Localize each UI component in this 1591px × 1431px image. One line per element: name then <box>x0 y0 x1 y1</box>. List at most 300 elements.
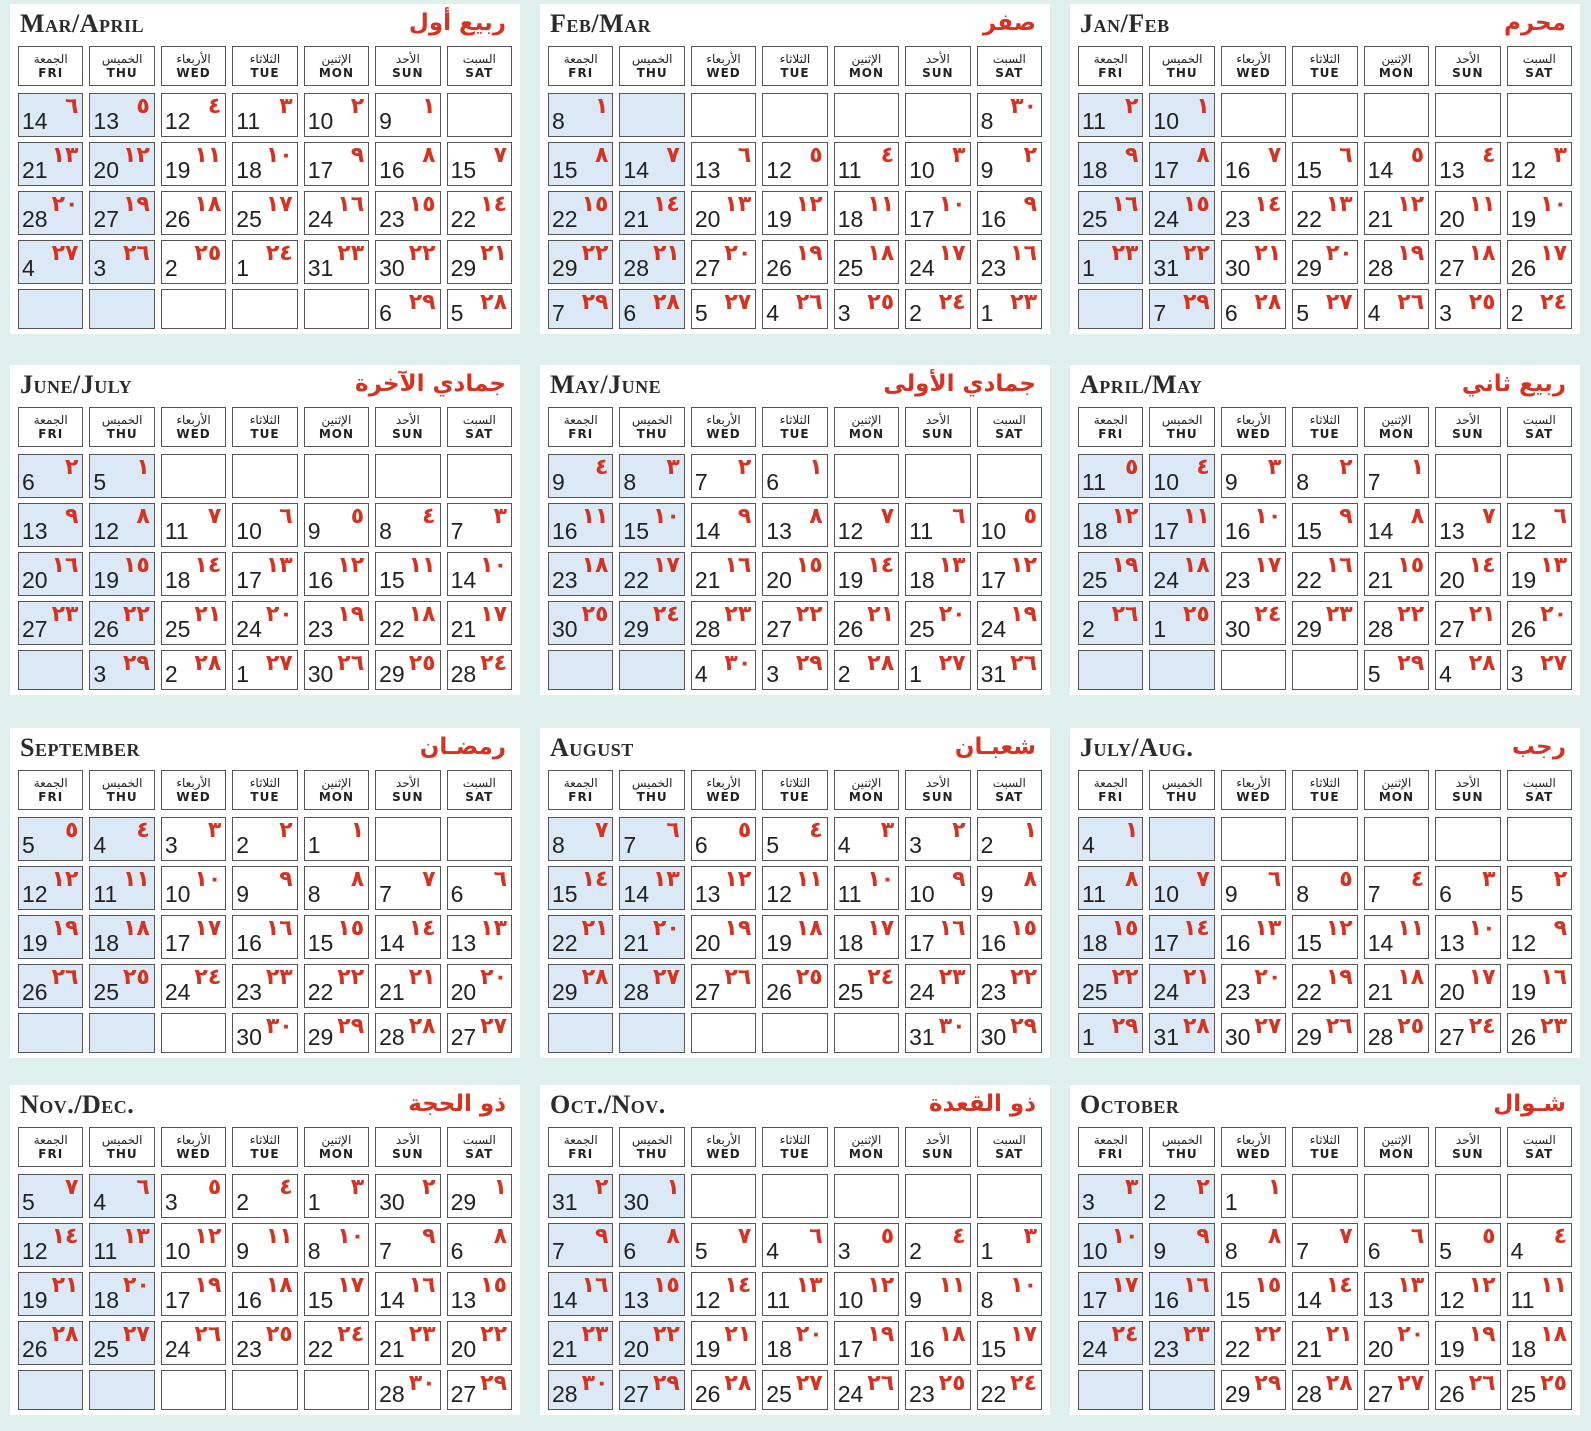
day-cell <box>619 1174 684 1218</box>
gregorian-day: 30 <box>379 255 405 281</box>
weekday-english: FRI <box>568 65 594 80</box>
gregorian-day: 8 <box>552 108 565 134</box>
weekday-header <box>762 770 827 810</box>
gregorian-day: 24 <box>164 979 191 1005</box>
day-cell <box>1078 552 1143 596</box>
day-cell <box>691 1223 756 1267</box>
day-cell <box>18 1223 83 1267</box>
day-cell <box>1364 964 1429 1008</box>
day-cell <box>232 817 297 861</box>
weekday-arabic: الثلاثاء <box>779 775 811 790</box>
gregorian-day: 4 <box>766 300 780 326</box>
month-grid <box>1078 407 1572 690</box>
hijri-day: ٦ <box>493 867 507 892</box>
weekday-header <box>1078 407 1143 447</box>
day-cell <box>762 454 827 498</box>
gregorian-day: 21 <box>1367 206 1394 232</box>
gregorian-day: 26 <box>1510 616 1537 642</box>
day-cell <box>1078 915 1143 959</box>
gregorian-day: 23 <box>379 206 405 232</box>
hijri-day: ٦ <box>737 143 752 168</box>
gregorian-day: 25 <box>164 616 191 642</box>
gregorian-day: 24 <box>1153 206 1180 232</box>
hijri-day: ٢٦ <box>1111 602 1139 627</box>
day-cell <box>375 915 440 959</box>
day-cell <box>1507 915 1572 959</box>
gregorian-day: 22 <box>307 979 334 1005</box>
gregorian-day: 11 <box>1082 108 1106 134</box>
hijri-day: ٢٥ <box>1397 1014 1425 1039</box>
gregorian-day: 26 <box>22 1336 48 1362</box>
day-cell <box>18 817 83 861</box>
hijri-day: ٢٣ <box>581 1322 609 1347</box>
gregorian-day: 15 <box>1296 518 1322 544</box>
hijri-day: ١٨ <box>194 192 222 217</box>
gregorian-day: 1 <box>1224 1189 1238 1215</box>
day-cell <box>1364 1370 1429 1410</box>
weekday-arabic: السبت <box>1522 51 1556 66</box>
gregorian-day: 23 <box>236 979 262 1005</box>
weekday-arabic: الجمعة <box>563 51 598 66</box>
day-cell <box>18 1013 83 1053</box>
gregorian-day: 18 <box>1510 1336 1537 1362</box>
gregorian-day: 23 <box>1153 1336 1180 1362</box>
hijri-day: ٢٠ <box>122 1273 150 1298</box>
gregorian-day: 19 <box>1510 979 1537 1005</box>
hijri-day: ٢٥ <box>867 290 895 315</box>
hijri-day: ٧ <box>737 1224 752 1249</box>
gregorian-day: 20 <box>1439 567 1465 593</box>
weekday-arabic: الثلاثاء <box>249 412 281 427</box>
day-cell <box>447 964 512 1008</box>
gregorian-day: 13 <box>1439 518 1465 544</box>
day-cell <box>1221 915 1286 959</box>
day-cell <box>548 191 613 235</box>
day-cell <box>1435 915 1500 959</box>
day-cell <box>619 1013 684 1053</box>
weekday-english: FRI <box>1098 789 1124 804</box>
hijri-day: ١٤ <box>581 867 609 892</box>
day-cell <box>89 93 154 137</box>
gregorian-day: 17 <box>164 930 191 956</box>
day-cell <box>89 142 154 186</box>
day-cell <box>232 866 297 910</box>
weekday-arabic: الأربعاء <box>176 51 211 66</box>
hijri-day: ٢٦ <box>1325 1014 1353 1039</box>
day-cell <box>375 454 440 498</box>
day-cell <box>304 964 369 1008</box>
hijri-day: ٣ <box>1023 1224 1037 1249</box>
day-cell <box>232 503 297 547</box>
hijri-day: ٩ <box>422 1224 436 1249</box>
weekday-arabic: الأربعاء <box>176 1132 211 1147</box>
gregorian-day: 26 <box>22 979 48 1005</box>
gregorian-day: 10 <box>1153 108 1180 134</box>
gregorian-day: 30 <box>379 1189 405 1215</box>
weekday-arabic: الجمعة <box>563 1132 598 1147</box>
gregorian-day: 17 <box>1082 1287 1108 1313</box>
hijri-day: ١٣ <box>1325 192 1353 217</box>
hijri-day: ٢٧ <box>1540 651 1567 676</box>
month-panel <box>540 1085 1050 1415</box>
gregorian-day: 6 <box>450 881 464 907</box>
day-cell <box>1221 93 1286 137</box>
day-cell <box>1221 1321 1286 1365</box>
day-cell <box>905 454 970 498</box>
weekday-header <box>834 407 899 447</box>
weekday-header <box>1507 46 1572 86</box>
day-cell <box>1435 191 1500 235</box>
hijri-day: ١٠ <box>265 143 293 168</box>
day-cell <box>691 964 756 1008</box>
hijri-day: ٢٣ <box>337 241 365 266</box>
day-cell <box>548 1013 613 1053</box>
day-cell <box>762 1174 827 1218</box>
weekday-english: MON <box>1378 426 1415 441</box>
day-cell <box>232 454 297 498</box>
hijri-day: ٢٦ <box>795 290 823 315</box>
hijri-day: ٢٨ <box>1182 1014 1210 1039</box>
weekday-english: MON <box>318 789 355 804</box>
hijri-day: ٢٧ <box>1325 290 1353 315</box>
gregorian-day: 29 <box>623 616 650 642</box>
weekday-arabic: الإثنين <box>851 412 882 427</box>
day-cell <box>548 601 613 645</box>
month-panel <box>1070 1085 1580 1415</box>
hijri-day: ٢٢ <box>795 602 823 627</box>
gregorian-day: 8 <box>1296 881 1310 907</box>
hijri-day: ٢٩ <box>337 1014 365 1039</box>
gregorian-day: 31 <box>909 1024 935 1050</box>
day-cell <box>89 454 154 498</box>
day-cell <box>691 1174 756 1218</box>
gregorian-day: 27 <box>450 1381 477 1407</box>
weekday-arabic: الخميس <box>631 412 673 427</box>
hijri-day: ٢٠ <box>265 602 293 627</box>
gregorian-day: 1 <box>236 255 250 281</box>
gregorian-day: 1 <box>1153 616 1167 642</box>
hijri-day: ١٠ <box>194 867 222 892</box>
day-cell <box>691 817 756 861</box>
gregorian-day: 5 <box>450 300 464 326</box>
hijri-day: ١٤ <box>480 192 507 217</box>
weekday-arabic: الأحد <box>395 775 420 790</box>
day-cell <box>834 191 899 235</box>
day-cell <box>304 1223 369 1267</box>
weekday-arabic: الخميس <box>631 775 673 790</box>
day-cell <box>1507 866 1572 910</box>
hijri-day: ٢٠ <box>1540 602 1567 627</box>
gregorian-day: 18 <box>1082 930 1108 956</box>
gregorian-day: 3 <box>93 255 107 281</box>
hijri-day: ١٦ <box>938 916 966 941</box>
gregorian-day: 29 <box>552 255 578 281</box>
day-cell <box>548 1321 613 1365</box>
weekday-english: SUN <box>1452 65 1484 80</box>
hijri-day: ٢ <box>1553 867 1567 892</box>
weekday-english: THU <box>106 789 138 804</box>
weekday-english: TUE <box>780 789 810 804</box>
hijri-day: ٩ <box>594 1224 609 1249</box>
gregorian-day: 18 <box>766 1336 792 1362</box>
hijri-day: ٢٣ <box>1325 602 1353 627</box>
weekday-english: TUE <box>1310 789 1340 804</box>
weekday-arabic: الثلاثاء <box>779 412 811 427</box>
day-cell <box>232 191 297 235</box>
day-cell <box>977 93 1042 137</box>
gregorian-day: 22 <box>307 1336 334 1362</box>
hijri-day: ٦ <box>136 1175 150 1200</box>
day-cell <box>1078 289 1143 329</box>
gregorian-day: 22 <box>552 206 578 232</box>
day-cell <box>89 1370 154 1410</box>
day-cell <box>375 191 440 235</box>
weekday-arabic: الأحد <box>1455 412 1480 427</box>
hijri-day: ٢٨ <box>724 1371 752 1396</box>
gregorian-day: 6 <box>379 300 392 326</box>
weekday-english: MON <box>1378 1146 1415 1161</box>
gregorian-day: 14 <box>1367 157 1394 183</box>
gregorian-day: 28 <box>450 661 477 687</box>
day-cell <box>232 240 297 284</box>
day-cell <box>1149 1272 1214 1316</box>
weekday-arabic: الجمعة <box>33 775 68 790</box>
day-cell <box>905 817 970 861</box>
hijri-day: ١٦ <box>265 916 293 941</box>
day-cell <box>762 601 827 645</box>
hijri-day: ١٥ <box>408 192 436 217</box>
gregorian-day: 5 <box>22 832 35 858</box>
gregorian-day: 14 <box>379 930 405 956</box>
weekday-header <box>762 46 827 86</box>
gregorian-day: 17 <box>236 567 262 593</box>
gregorian-day: 10 <box>236 518 262 544</box>
hijri-day: ١٨ <box>1397 965 1425 990</box>
hijri-day: ١٠ <box>1468 916 1496 941</box>
day-cell <box>1435 1370 1500 1410</box>
gregorian-day: 2 <box>980 832 994 858</box>
gregorian-day: 7 <box>1367 881 1381 907</box>
day-cell <box>619 289 684 329</box>
day-cell <box>1221 454 1286 498</box>
day-cell <box>161 240 226 284</box>
day-cell <box>762 142 827 186</box>
day-cell <box>375 866 440 910</box>
hijri-day: ١٧ <box>1010 1322 1037 1347</box>
weekday-english: FRI <box>1098 1146 1124 1161</box>
day-cell <box>1149 289 1214 329</box>
day-cell <box>161 866 226 910</box>
hijri-month-title: ربيع ثاني <box>1461 371 1566 397</box>
weekday-english: SUN <box>392 426 424 441</box>
hijri-day: ٦ <box>1339 143 1353 168</box>
day-cell <box>762 915 827 959</box>
day-cell <box>1435 454 1500 498</box>
hijri-day: ٢٧ <box>724 290 752 315</box>
day-cell <box>619 650 684 690</box>
day-cell <box>762 1370 827 1410</box>
day-cell <box>89 289 154 329</box>
day-cell <box>977 191 1042 235</box>
hijri-day: ٢٦ <box>1397 290 1425 315</box>
gregorian-day: 12 <box>1510 157 1537 183</box>
day-cell <box>18 601 83 645</box>
day-cell <box>1292 289 1357 329</box>
hijri-day: ٥ <box>1482 1224 1496 1249</box>
hijri-day: ٢٧ <box>51 241 79 266</box>
day-cell <box>161 915 226 959</box>
hijri-day: ٤ <box>136 818 150 843</box>
day-cell <box>619 503 684 547</box>
gregorian-day: 9 <box>379 108 392 134</box>
weekday-arabic: الخميس <box>1161 775 1203 790</box>
day-cell <box>375 289 440 329</box>
day-cell <box>619 93 684 137</box>
day-cell <box>619 964 684 1008</box>
gregorian-day: 10 <box>307 108 334 134</box>
day-cell <box>1149 191 1214 235</box>
gregorian-day: 6 <box>22 469 35 495</box>
weekday-arabic: الثلاثاء <box>1309 1132 1341 1147</box>
day-cell <box>619 1223 684 1267</box>
gregorian-day: 26 <box>164 206 191 232</box>
weekday-header <box>304 770 369 810</box>
gregorian-day: 23 <box>980 979 1007 1005</box>
gregorian-day: 2 <box>909 300 922 326</box>
hijri-day: ١ <box>594 94 609 119</box>
weekday-english: THU <box>1166 426 1198 441</box>
day-cell <box>1292 552 1357 596</box>
weekday-arabic: السبت <box>462 1132 496 1147</box>
hijri-day: ١٤ <box>1182 916 1210 941</box>
weekday-english: WED <box>176 789 211 804</box>
gregorian-day: 9 <box>236 881 250 907</box>
gregorian-day: 13 <box>623 1287 650 1313</box>
weekday-arabic: الثلاثاء <box>249 51 281 66</box>
day-cell <box>1221 1223 1286 1267</box>
gregorian-day: 29 <box>379 661 405 687</box>
weekday-english: THU <box>636 789 668 804</box>
day-cell <box>1149 1370 1214 1410</box>
day-cell <box>18 1174 83 1218</box>
weekday-arabic: الخميس <box>101 412 143 427</box>
gregorian-day: 16 <box>980 930 1007 956</box>
gregorian-day: 16 <box>552 518 578 544</box>
hijri-day: ٢٨ <box>1254 290 1282 315</box>
hijri-day: ١٣ <box>122 1224 150 1249</box>
gregorian-day: 12 <box>837 518 864 544</box>
hijri-day: ١٩ <box>1325 965 1353 990</box>
gregorian-day: 15 <box>379 567 405 593</box>
weekday-english: THU <box>106 426 138 441</box>
day-cell <box>1292 191 1357 235</box>
hijri-day: ١ <box>1023 818 1037 843</box>
month-panel <box>1070 728 1580 1058</box>
gregorian-day: 22 <box>379 616 405 642</box>
gregorian-day: 2 <box>164 255 178 281</box>
hijri-day: ١٤ <box>652 192 680 217</box>
weekday-english: TUE <box>780 65 810 80</box>
day-cell <box>1364 142 1429 186</box>
hijri-day: ٢٣ <box>1010 290 1037 315</box>
gregorian-day: 23 <box>1224 979 1251 1005</box>
gregorian-day: 12 <box>1510 518 1537 544</box>
hijri-day: ٢٩ <box>581 290 609 315</box>
weekday-header <box>977 770 1042 810</box>
day-cell <box>1078 1272 1143 1316</box>
gregorian-day: 28 <box>694 616 721 642</box>
gregorian-day: 28 <box>1367 1024 1394 1050</box>
gregorian-day: 30 <box>1224 1024 1251 1050</box>
weekday-header <box>1435 407 1500 447</box>
day-cell <box>1292 601 1357 645</box>
hijri-day: ١٢ <box>1010 553 1037 578</box>
hijri-day: ٢٠ <box>51 192 79 217</box>
gregorian-day: 11 <box>766 1287 791 1313</box>
hijri-day: ٣٠ <box>408 1371 436 1396</box>
gregorian-day: 26 <box>766 255 792 281</box>
day-cell <box>691 289 756 329</box>
month-panel <box>10 4 520 334</box>
gregorian-day: 1 <box>307 1189 321 1215</box>
gregorian-day: 22 <box>1296 979 1322 1005</box>
gregorian-day: 5 <box>1296 300 1310 326</box>
gregorian-day: 13 <box>22 518 48 544</box>
gregorian-day: 2 <box>1510 300 1524 326</box>
hijri-day: ٢٦ <box>724 965 752 990</box>
weekday-arabic: السبت <box>1522 775 1556 790</box>
day-cell <box>375 240 440 284</box>
day-cell <box>1078 817 1143 861</box>
hijri-day: ٢٤ <box>1111 1322 1139 1347</box>
weekday-arabic: الإثنين <box>851 51 882 66</box>
day-cell <box>161 454 226 498</box>
day-cell <box>977 1321 1042 1365</box>
weekday-arabic: الأربعاء <box>1236 1132 1271 1147</box>
weekday-arabic: الجمعة <box>33 51 68 66</box>
hijri-day: ٢ <box>279 818 293 843</box>
hijri-day: ٥ <box>207 1175 222 1200</box>
hijri-day: ٢٥ <box>1182 602 1210 627</box>
day-cell <box>1507 191 1572 235</box>
hijri-day: ١٤ <box>867 553 895 578</box>
weekday-english: MON <box>1378 65 1415 80</box>
day-cell <box>304 601 369 645</box>
gregorian-month-title: June/July <box>20 370 133 399</box>
weekday-english: MON <box>318 65 355 80</box>
hijri-day: ٢٣ <box>1111 241 1139 266</box>
gregorian-day: 11 <box>837 881 862 907</box>
gregorian-day: 21 <box>379 979 405 1005</box>
gregorian-day: 15 <box>552 157 578 183</box>
day-cell <box>762 552 827 596</box>
weekday-arabic: السبت <box>992 51 1026 66</box>
hijri-day: ٢٤ <box>1010 1371 1037 1396</box>
day-cell <box>447 1272 512 1316</box>
day-cell <box>447 1174 512 1218</box>
weekday-header <box>1292 1127 1357 1167</box>
weekday-english: SUN <box>1452 426 1484 441</box>
hijri-day: ٢٧ <box>652 965 680 990</box>
hijri-day: ٢٧ <box>122 1322 150 1347</box>
hijri-day: ٢٠ <box>652 916 680 941</box>
hijri-day: ١٧ <box>1254 553 1282 578</box>
day-cell <box>447 601 512 645</box>
hijri-day: ٢٠ <box>1397 1322 1425 1347</box>
day-cell <box>762 1321 827 1365</box>
hijri-day: ٢٢ <box>408 241 436 266</box>
gregorian-day: 1 <box>909 661 922 687</box>
